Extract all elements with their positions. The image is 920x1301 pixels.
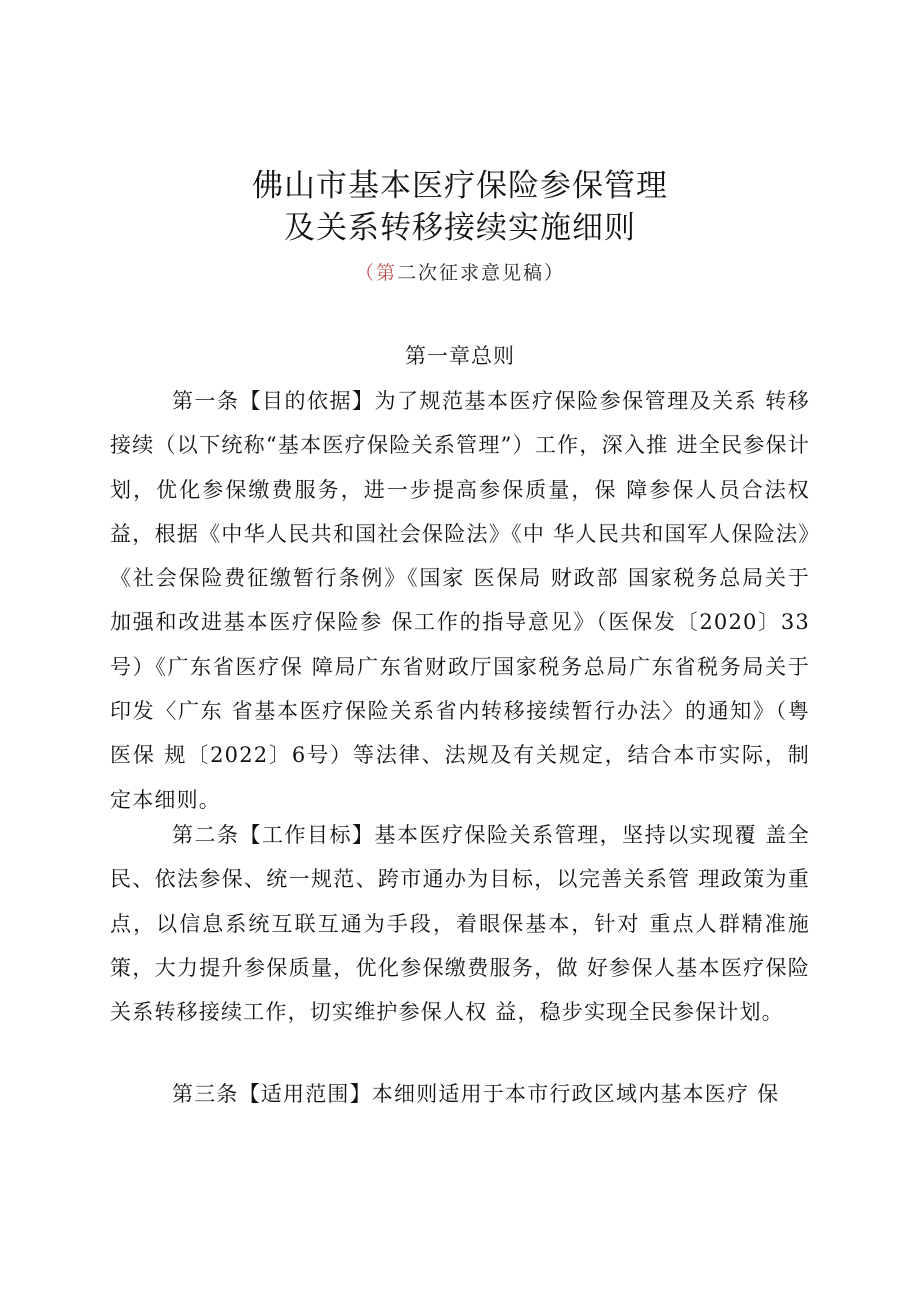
article-3: 第三条【适用范围】本细则适用于本市行政区域内基本医疗 保	[172, 1082, 780, 1106]
draft-subtitle	[0, 258, 920, 285]
document-title-line-1: 佛山市基本医疗保险参保管理	[252, 168, 668, 204]
article-1: 第一条【目的依据】为了规范基本医疗保险参保管理及关系 转移接续（以下统称“基本医疗保险关系管理”）工作，深入推 进全民参保计划，优化参保缴费服务，进一步提高参保质量，保 障参保人员合法权益，根据《中华人民共和国社会保险法》《中 华人民共和国军人保险法》《社会保险费征缴暂行条例》《国家 医保局 财政部 国家税务总局关于加强和改进基本医疗保险参 保工作的指导意见》（医保发〔2020〕33号）《广东省医疗保 障局广东省财政厅国家税务总局广东省税务局关于印发〈广东 省基本医疗保险关系省内转移接续暂行办法〉的通知》（粤医保 规〔2022〕6号）等法律、法规及有关规定，结合本市实际，制 定本细则。	[110, 389, 810, 812]
chapter-heading: 第一章总则	[405, 344, 515, 368]
subtitle-close-paren: ）	[544, 262, 566, 284]
subtitle-text: 二次征求意见稿	[397, 262, 545, 284]
article-2: 第二条【工作目标】基本医疗保险关系管理，坚持以实现覆 盖全民、依法参保、统一规范、跨市通办为目标，以完善关系管 理政策为重点，以信息系统互联互通为手段，着眼保基本，针对 重点人群精准施策，大力提升参保质量，优化参保缴费服务，做 好参保人基本医疗保险关系转移接续工作，切实维护参保人权 益，稳步实现全民参保计划。	[110, 823, 810, 1025]
document-title-line-2: 及关系转移接续实施细则	[284, 210, 636, 246]
subtitle-open-paren: （	[354, 262, 376, 284]
subtitle-first-char: 第	[375, 262, 397, 284]
